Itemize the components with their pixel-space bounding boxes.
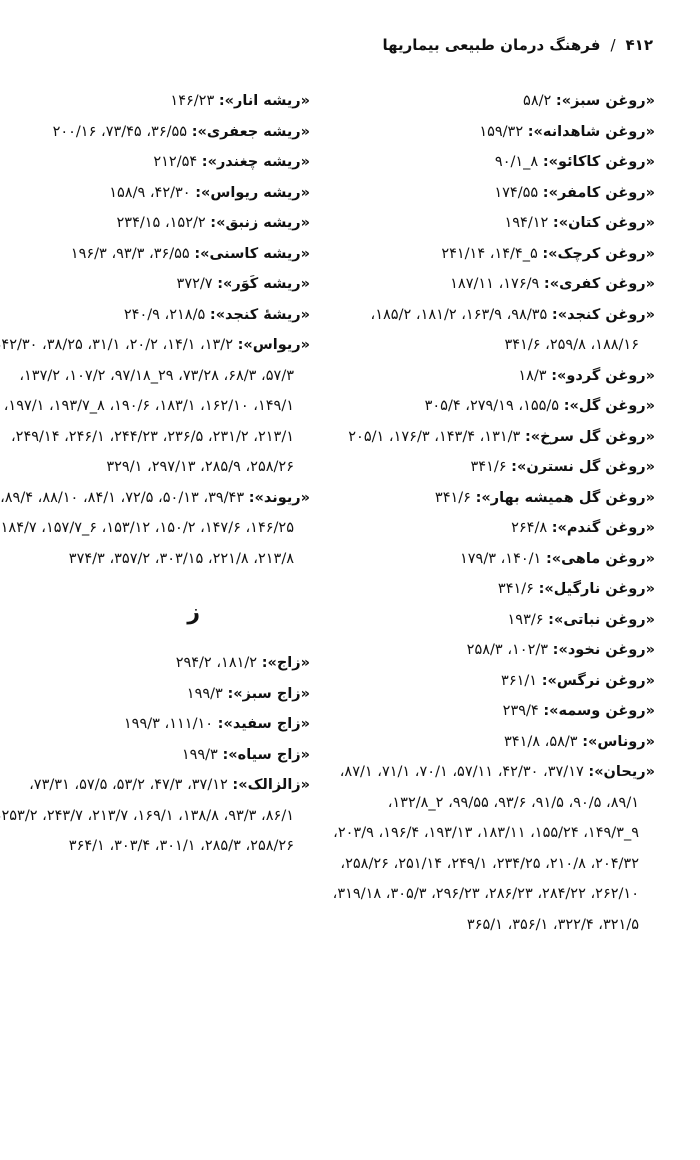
entry-term: «ریوند»: — [248, 489, 310, 506]
index-entry — [330, 361, 655, 392]
entry-page-refs: ۳۴۱/۶ — [434, 489, 471, 506]
entry-page-refs: ۳۶/۵۵، ۷۳/۴۵، ۲۰۰/۱۶ — [52, 123, 188, 140]
entry-term: «زالزالک»: — [232, 777, 310, 793]
entry-term: «روغن وسمه»: — [543, 703, 655, 719]
index-entry — [0, 239, 310, 270]
entry-page-refs: ۱۵۹/۳۲ — [479, 123, 524, 140]
entry-term: «روغن کنجد»: — [551, 306, 655, 323]
entry-term: «روغن گل همیشه بهار»: — [475, 489, 655, 506]
index-entry — [330, 757, 655, 940]
index-entry — [330, 208, 655, 239]
index-entry — [330, 513, 655, 544]
entry-term: «روغن کامفر»: — [542, 184, 655, 201]
entry-page-refs: ۱۵۵/۵، ۲۷۹/۱۹، ۳۰۵/۴ — [424, 398, 560, 414]
index-entry — [330, 178, 655, 209]
entry-page-refs: ۳۴۱/۶ — [470, 459, 507, 475]
index-entry — [330, 666, 655, 697]
entry-term: «ریشه جعفری»: — [191, 123, 310, 140]
index-entry — [330, 696, 655, 727]
index-entry — [330, 422, 655, 453]
index-entry — [0, 679, 310, 710]
index-entry — [0, 117, 310, 148]
entry-page-refs: ۲۱۸/۵، ۲۴۰/۹ — [123, 306, 206, 323]
index-entry — [0, 648, 310, 679]
entry-page-refs: ۵_۱۴/۴، ۲۴۱/۱۴ — [441, 245, 538, 262]
index-entry — [0, 178, 310, 209]
entry-term: «روغن نرگس»: — [541, 672, 655, 689]
entry-term: «روغن گل»: — [563, 398, 655, 414]
index-entry — [330, 117, 655, 148]
right-column — [330, 86, 655, 940]
index-entry — [0, 300, 310, 331]
entry-term: «ریشه انار»: — [218, 93, 310, 109]
left-column-bottom — [0, 648, 310, 862]
entry-term: «روغن ماهی»: — [545, 550, 655, 567]
index-entry — [330, 269, 655, 300]
entry-page-refs: ۳۷/۱۲، ۴۷/۳، ۵۳/۲، ۵۷/۵، ۷۳/۳۱، ۸۶/۱، ۹۳/۳، ۱۳۸/۸، ۱۶۹/۱، ۲۱۳/۷، ۲۴۳/۷، ۲۵۳/۲ ۲۵۸/۲۶، ۲۸۵/۳، ۳۰۱/۱، ۳۰۳/۴، ۳۶۴/۱ — [1, 777, 294, 854]
entry-page-refs: ۴۲/۳۰، ۱۵۸/۹ — [109, 184, 191, 201]
entry-term: «ریشهٔ کنجد»: — [209, 306, 310, 323]
entry-page-refs: ۲۳۹/۴ — [502, 703, 539, 719]
index-entry — [0, 709, 310, 740]
section-letter: ز — [187, 600, 200, 625]
left-column — [0, 86, 310, 862]
entry-term: «روغن کتان»: — [552, 215, 655, 231]
index-entry — [330, 727, 655, 758]
entry-term: «ریحان»: — [588, 764, 655, 780]
index-entry — [330, 574, 655, 605]
index-entry — [330, 86, 655, 117]
entry-page-refs: ۱۴۶/۲۳ — [170, 93, 215, 109]
index-entry — [330, 635, 655, 666]
entry-page-refs: ۸_۹۰/۱ — [494, 154, 539, 170]
index-entry — [330, 147, 655, 178]
entry-term: «روغن سبز»: — [555, 93, 655, 109]
index-entry — [0, 147, 310, 178]
index-entry — [0, 740, 310, 771]
entry-page-refs: ۱۳/۲، ۱۴/۱، ۲۰/۲، ۳۱/۱، ۳۸/۲۵، ۴۲/۳۰ ۵۷/۳، ۶۸/۳، ۷۳/۲۸، ۲۹_۹۷/۱۸، ۱۰۷/۲، ۱۳۷/۲، ۱۴۹/۱، ۱۶۲/۱۰، ۱۸۳/۱، ۱۹۰/۶، ۸_۱۹۳/۷، ۱۹۷/۱، ۲۱۳/۱، ۲۳۱/۲، ۲۳۶/۵، ۲۴۴/۲۳، ۲۴۶/۱، ۲۴۹/۱۴، ۲۵۸/۲۶، ۲۸۵/۹، ۲۹۷/۱۳، ۳۲۹/۱ — [1, 337, 294, 475]
index-entry — [0, 330, 310, 483]
entry-term: «روغن گردو»: — [551, 367, 655, 384]
page-header — [40, 36, 653, 62]
entry-page-refs: ۵۸/۳، ۳۴۱/۸ — [504, 733, 578, 750]
entry-page-refs: ۳۷۲/۷ — [176, 276, 213, 292]
entry-page-refs: ۱۱۱/۱۰، ۱۹۹/۳ — [123, 716, 214, 732]
entry-page-refs: ۱۷۶/۹، ۱۸۷/۱۱ — [450, 276, 540, 292]
entry-term: «روغن کفری»: — [543, 276, 655, 292]
index-entry — [0, 770, 310, 862]
entry-term: «زاج سیاه»: — [222, 746, 310, 763]
entry-term: «زاج»: — [261, 655, 310, 671]
entry-page-refs: ۱۴۰/۱، ۱۷۹/۳ — [459, 550, 542, 567]
index-entry — [0, 86, 310, 117]
book-title: فرهنگ درمان طبیعی بیماریها — [382, 36, 601, 54]
index-entry — [330, 239, 655, 270]
entry-page-refs: ۵۸/۲ — [523, 93, 552, 109]
entry-page-refs: ۱۰۲/۳، ۲۵۸/۳ — [466, 642, 549, 658]
index-entry — [0, 208, 310, 239]
entry-term: «روغن گل نسترن»: — [511, 459, 655, 475]
entry-page-refs: ۱۹۹/۳ — [186, 685, 223, 702]
entry-page-refs: ۱۳۱/۳، ۱۴۳/۴، ۱۷۶/۳، ۲۰۵/۱ — [348, 428, 521, 445]
header-separator: / — [610, 36, 616, 54]
index-entry — [0, 483, 310, 575]
entry-term: «روغن گندم»: — [551, 520, 655, 536]
entry-page-refs: ۹۸/۳۵، ۱۶۳/۹، ۱۸۱/۲، ۱۸۵/۲، ۱۸۸/۱۶، ۲۵۹/۸، ۳۴۱/۶ — [370, 306, 639, 353]
entry-term: «زاج سبز»: — [227, 685, 310, 702]
index-entry — [330, 544, 655, 575]
entry-term: «ریشه ریواس»: — [195, 184, 310, 201]
entry-page-refs: ۱۸/۳ — [518, 367, 547, 384]
entry-term: «ریشه کَوَر»: — [217, 276, 310, 292]
entry-page-refs: ۱۹۳/۶ — [507, 611, 544, 628]
index-entry — [330, 452, 655, 483]
entry-term: «روغن کرچک»: — [542, 245, 655, 262]
entry-term: «روغن گل سرخ»: — [524, 428, 655, 445]
entry-term: «ریشه زنبق»: — [210, 215, 310, 231]
entry-page-refs: ۱۹۹/۳ — [181, 746, 218, 763]
index-entry — [330, 391, 655, 422]
index-entry — [330, 483, 655, 514]
index-entry — [0, 269, 310, 300]
left-column-top — [0, 86, 310, 574]
entry-page-refs: ۱۹۴/۱۲ — [504, 215, 549, 231]
entry-term: «روغن نباتی»: — [548, 611, 655, 628]
entry-term: «روغن شاهدانه»: — [527, 123, 655, 140]
entry-term: «روغن نارگیل»: — [538, 581, 655, 597]
entry-term: «زاج سفید»: — [217, 716, 310, 732]
entry-term: «روناس»: — [582, 733, 655, 750]
entry-page-refs: ۳۴۱/۶ — [497, 581, 534, 597]
index-entry — [330, 605, 655, 636]
entry-term: «ریشه چغندر»: — [201, 154, 310, 170]
entry-page-refs: ۳۷/۱۷، ۴۲/۳۰، ۵۷/۱۱، ۷۰/۱، ۷۱/۱، ۸۷/۱، ۸۹/۱، ۹۰/۵، ۹۱/۵، ۹۳/۶، ۹۹/۵۵، ۲_۱۳۲/۸، ۹_۱۴۹/۳، ۱۵۵/۲۴، ۱۸۳/۱۱، ۱۹۳/۱۳، ۱۹۶/۴، ۲۰۳/۹، ۲۰۴/۳۲، ۲۱۰/۸، ۲۳۴/۲۵، ۲۴۹/۱، ۲۵۱/۱۴، ۲۵۸/۲۶، ۲۶۲/۱۰، ۲۸۴/۲۲، ۲۸۶/۲۳، ۲۹۶/۲۳، ۳۰۵/۳، ۳۱۹/۱۸، ۳۲۱/۵، ۳۲۲/۴، ۳۵۶/۱، ۳۶۵/۱ — [332, 764, 639, 933]
entry-term: «روغن نخود»: — [552, 642, 655, 658]
entry-page-refs: ۱۸۱/۲، ۲۹۴/۲ — [175, 655, 258, 671]
entry-page-refs: ۳۶۱/۱ — [501, 672, 538, 689]
entry-term: «ریشه کاسنی»: — [194, 245, 310, 262]
page-number: ۴۱۲ — [625, 36, 653, 54]
entry-page-refs: ۲۶۴/۸ — [511, 520, 548, 536]
entry-term: «ریواس»: — [237, 337, 310, 353]
index-entry — [330, 300, 655, 361]
entry-page-refs: ۳۶/۵۵، ۹۳/۳، ۱۹۶/۳ — [70, 245, 190, 262]
entry-page-refs: ۱۵۲/۲، ۲۳۴/۱۵ — [116, 215, 206, 231]
entry-page-refs: ۱۷۴/۵۵ — [494, 184, 539, 201]
entry-term: «روغن کاکائو»: — [542, 154, 655, 170]
entry-page-refs: ۳۹/۴۳، ۵۰/۱۳، ۷۲/۵، ۸۴/۱، ۸۸/۱۰، ۸۹/۴، ۱۴۶/۲۵، ۱۴۷/۶، ۱۵۰/۲، ۱۵۳/۱۲، ۶_۱۵۷/۷، ۱۸۴/۷ ۲۱۳/۸، ۲۲۱/۸، ۳۰۳/۱۵، ۳۵۷/۲، ۳۷۴/۳ — [0, 489, 294, 567]
entry-page-refs: ۲۱۲/۵۴ — [153, 154, 198, 170]
